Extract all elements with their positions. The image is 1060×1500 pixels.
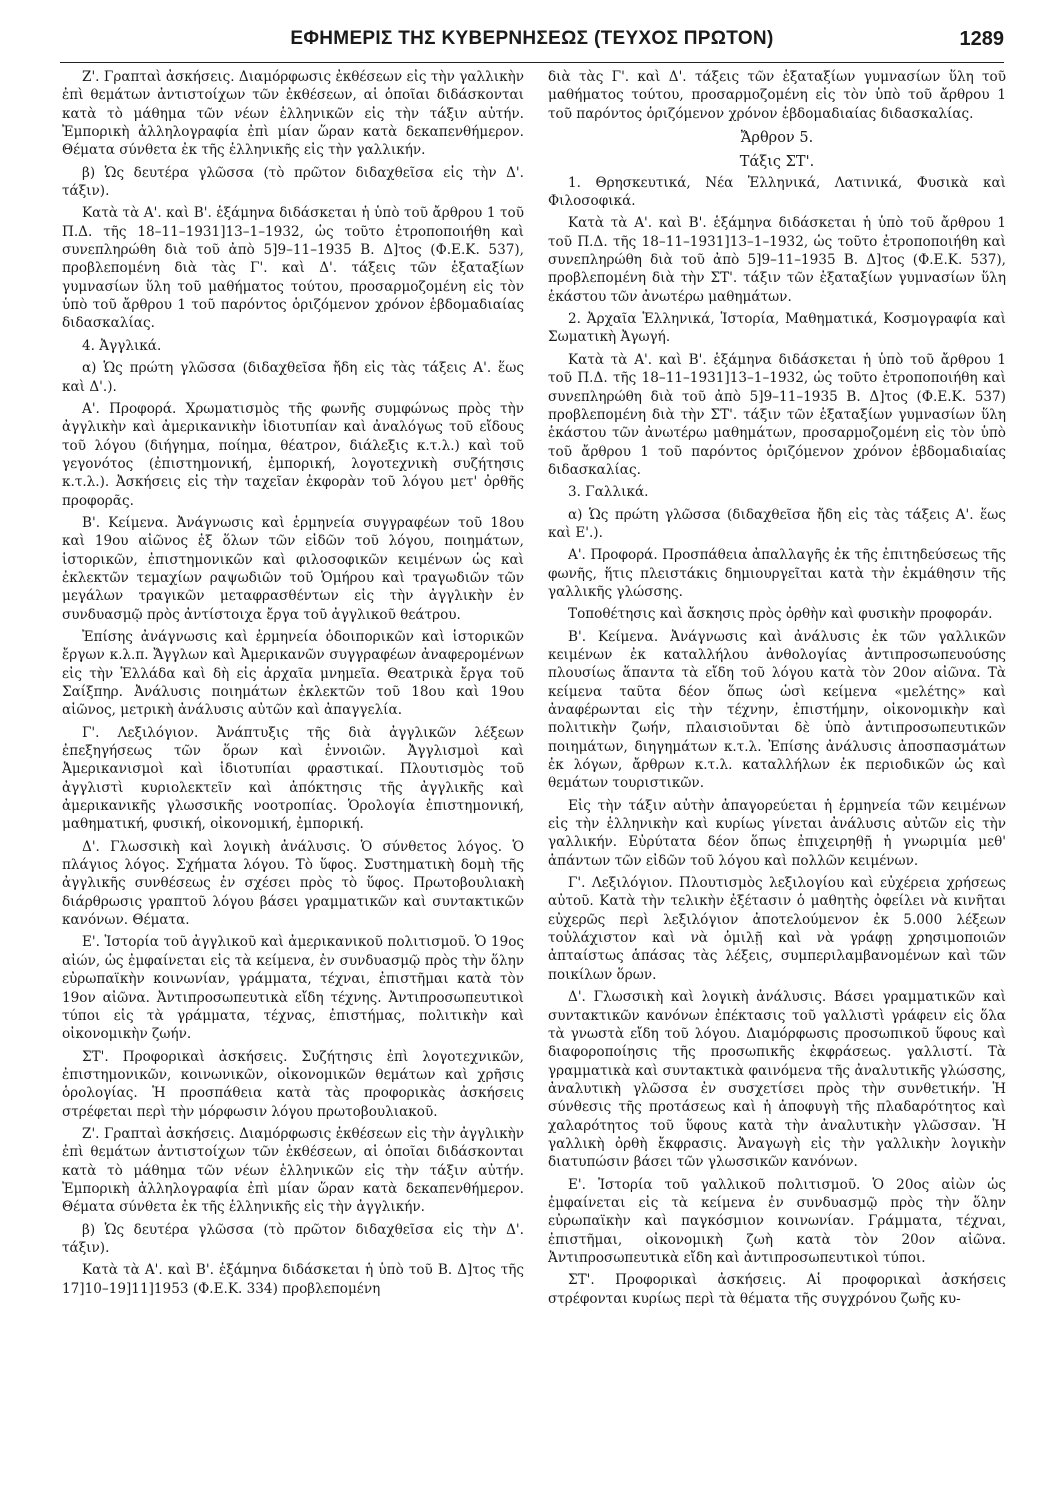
page-number: 1289: [959, 28, 1004, 50]
paragraph: Δ'. Γλωσσικὴ καὶ λογικὴ ἀνάλυσις. Ὁ σύνθετος λόγος. Ὁ πλάγιος λόγος. Σχήματα λόγου. Τὸ ὕφος. Συστηματικὴ δομὴ τῆς ἀγγλικῆς συνθέσεως ἐν σχέσει πρὸς τὸ ὕφος. Πρωτοβουλιακὴ διάρθρωσις γραπτοῦ λόγου βάσει γραμματικῶν καὶ συντακτικῶν κανόνων. Θέματα.: [62, 838, 524, 929]
paragraph: α) Ὡς πρώτη γλῶσσα (διδαχθεῖσα ἤδη εἰς τὰς τάξεις Α'. ἕως καὶ Ε'.).: [548, 506, 1006, 541]
paragraph: 2. Ἀρχαῖα Ἑλληνικά, Ἱστορία, Μαθηματικά, Κοσμογραφία καὶ Σωματικὴ Ἀγωγή.: [548, 311, 1006, 346]
paragraph: Κατὰ τὰ Α'. καὶ Β'. ἑξάμηνα διδάσκεται ἡ ὑπὸ τοῦ ἄρθρου 1 τοῦ Π.Δ. τῆς 18–11–1931]13–1–1932, ὡς τοῦτο ἐτροποποιήθη καὶ συνεπληρώθη διὰ τοῦ ἀπὸ 5]9–11–1935 Β. Δ]τος (Φ.Ε.Κ. 537) προβλεπομένη διὰ τὴν ΣΤ'. τάξιν τῶν ἑξαταξίων γυμνασίων ὕλη ἑκάστου τῶν ἀνωτέρω μαθημάτων, προσαρμοζομένη εἰς τὸν ὑπὸ τοῦ ἄρθρου 1 τοῦ παρόντος ὁριζόμενον χρόνον ἑβδομαδιαίας διδασκαλίας.: [548, 351, 1006, 478]
class-heading: Τάξις ΣΤ'.: [739, 154, 815, 171]
paragraph: Β'. Κείμενα. Ἀνάγνωσις καὶ ἑρμηνεία συγγραφέων τοῦ 18ου καὶ 19ου αἰῶνος ἐξ ὅλων τῶν εἰδῶν τοῦ λόγου, ποιημάτων, ἱστορικῶν, ἐπιστημονικῶν καὶ φιλοσοφικῶν κειμένων ὡς καὶ ἐκλεκτῶν τεμαχίων ραψωδιῶν τοῦ Ὁμήρου καὶ τραγωδιῶν τῶν μεγάλων τραγικῶν μεταφρασθέντων εἰς τὴν ἀγγλικὴν ἐν συνδυασμῷ πρὸς ἀντίστοιχα ἔργα τοῦ ἀγγλικοῦ θεάτρου.: [62, 514, 524, 623]
paragraph: Γ'. Λεξιλόγιον. Πλουτισμὸς λεξιλογίου καὶ εὐχέρεια χρήσεως αὐτοῦ. Κατὰ τὴν τελικὴν ἐξέτασιν ὁ μαθητὴς ὀφείλει νὰ κινῆται εὐχερῶς περὶ λεξιλόγιον ἀποτελούμενον ἐκ 5.000 λέξεων τοὐλάχιστον καὶ νὰ ὁμιλῇ καὶ νὰ γράφῃ χρησιμοποιῶν ἀπταίστως ἁπάσας τὰς λέξεις, συμπεριλαμβανομένων καὶ τῶν ποικίλων ὅρων.: [548, 875, 1006, 983]
paragraph: Κατὰ τὰ Α'. καὶ Β'. ἑξάμηνα διδάσκεται ἡ ὑπὸ τοῦ Β. Δ]τος τῆς 17]10–19]11]1953 (Φ.Ε.Κ. 334) προβλεπομένη: [62, 1262, 524, 1297]
paragraph: Ε'. Ἱστορία τοῦ ἀγγλικοῦ καὶ ἀμερικανικοῦ πολιτισμοῦ. Ὁ 19ος αἰών, ὡς ἐμφαίνεται εἰς τὰ κείμενα, ἐν συνδυασμῷ πρὸς τὴν ὅλην εὐρωπαϊκὴν κοινωνίαν, γράμματα, τέχναι, ἐπιστῆμαι κατὰ τὸν 19ον αἰῶνα. Ἀντιπροσωπευτικὰ εἴδη τέχνης. Ἀντιπροσωπευτικοὶ τύποι εἰς τὰ γράμματα, τέχνας, ἐπιστήμας, πολιτικὴν καὶ οἰκονομικὴν ζωήν.: [62, 934, 524, 1043]
section-heading: 3. Γαλλικά.: [568, 484, 649, 501]
page-header: [60, 28, 1004, 58]
paragraph: Α'. Προφορά. Χρωματισμὸς τῆς φωνῆς συμφώνως πρὸς τὴν ἀγγλικὴν καὶ ἀμερικανικὴν ἰδιοτυπίαν καὶ ἀναλόγως τοῦ εἴδους τοῦ λόγου (διήγημα, ποίημα, θέατρον, διάλεξις κ.τ.λ.) καὶ τοῦ γεγονότος (ἐπιστημονική, ἐμπορική, λογοτεχνικὴ συζήτησις κ.τ.λ.). Ἀσκήσεις εἰς τὴν ταχεῖαν ἐκφορὰν τοῦ λόγου μετ' ὀρθῆς προφορᾶς.: [62, 400, 524, 509]
paragraph: α) Ὡς πρώτη γλῶσσα (διδαχθεῖσα ἤδη εἰς τὰς τάξεις Α'. ἕως καὶ Δ'.).: [62, 360, 524, 395]
right-column: [548, 68, 1006, 1312]
paragraph: Ἐπίσης ἀνάγνωσις καὶ ἑρμηνεία ὁδοιπορικῶν καὶ ἱστορικῶν ἔργων κ.λ.π. Ἄγγλων καὶ Ἀμερικανῶν συγγραφέων ἀναφερομένων εἰς τὴν Ἑλλάδα καὶ δὴ εἰς ἀρχαῖα μνημεῖα. Θεατρικὰ ἔργα τοῦ Σαίξπηρ. Ἀνάλυσις ποιημάτων ἐκλεκτῶν τοῦ 18ου καὶ 19ου αἰῶνος, μετρικὴ ἀνάλυσις αὐτῶν καὶ ἀπαγγελία.: [62, 628, 524, 719]
paragraph: Ζ'. Γραπταὶ ἀσκήσεις. Διαμόρφωσις ἐκθέσεων εἰς τὴν γαλλικὴν ἐπὶ θεμάτων ἀντιστοίχων τῶν ἐκθέσεων, αἱ ὁποῖαι διδάσκονται κατὰ τὸ μάθημα τῶν νέων ἑλληνικῶν εἰς τὴν τάξιν αὐτήν. Ἐμπορικὴ ἀλληλογραφία ἐπὶ μίαν ὥραν κατὰ δεκαπενθήμερον. Θέματα σύνθετα ἐκ τῆς ἑλληνικῆς εἰς τὴν γαλλικήν.: [62, 69, 524, 159]
paragraph: Ε'. Ἱστορία τοῦ γαλλικοῦ πολιτισμοῦ. Ὁ 20ος αἰὼν ὡς ἐμφαίνεται εἰς τὰ κείμενα ἐν συνδυασμῷ πρὸς τὴν ὅλην εὐρωπαϊκὴν καὶ παγκόσμιον κοινωνίαν. Γράμματα, τέχναι, ἐπιστῆμαι, οἰκονομικὴ ζωὴ κατὰ τὸν 20ον αἰῶνα. Ἀντιπροσωπευτικὰ εἴδη καὶ ἀντιπροσωπευτικοὶ τύποι.: [548, 1176, 1006, 1266]
paragraph: Α'. Προφορά. Προσπάθεια ἀπαλλαγῆς ἐκ τῆς ἐπιτηδεύσεως τῆς φωνῆς, ἥτις πλειστάκις δημιουργεῖται κατὰ τὴν ἐκμάθησιν τῆς γαλλικῆς γλώσσης.: [548, 547, 1006, 600]
paragraph: ΣΤ'. Προφορικαὶ ἀσκήσεις. Αἱ προφορικαὶ ἀσκήσεις στρέφονται κυρίως περὶ τὰ θέματα τῆς συγχρόνου ζωῆς κυ-: [548, 1272, 1006, 1307]
paragraph: Εἰς τὴν τάξιν αὐτὴν ἀπαγορεύεται ἡ ἑρμηνεία τῶν κειμένων εἰς τὴν ἑλληνικὴν καὶ κυρίως γίνεται ἀνάλυσις αὐτῶν εἰς τὴν γαλλικήν. Εὐρύτατα δέον ὅπως ἐπιχειρηθῇ ἡ γνωριμία μεθ' ἁπάντων τῶν εἰδῶν τοῦ λόγου καὶ πολλῶν κειμένων.: [548, 797, 1006, 869]
paragraph: Κατὰ τὰ Α'. καὶ Β'. ἑξάμηνα διδάσκεται ἡ ὑπὸ τοῦ ἄρθρου 1 τοῦ Π.Δ. τῆς 18–11–1931]13–1–1932, ὡς τοῦτο ἐτροποποιήθη καὶ συνεπληρώθη διὰ τοῦ ἀπὸ 5]9–11–1935 Β. Δ]τος (Φ.Ε.Κ. 537), προβλεπομένη διὰ τὰς Γ'. καὶ Δ'. τάξεις τῶν ἑξαταξίων γυμνασίων ὕλη τοῦ μαθήματος τούτου, προσαρμοζομένη εἰς τὸν ὑπὸ τοῦ ἄρθρου 1 τοῦ παρόντος ὁριζόμενον χρόνον ἑβδομαδιαίας διδασκαλίας.: [62, 205, 524, 332]
gazette-title: ΕΦΗΜΕΡΙΣ ΤΗΣ ΚΥΒΕΡΝΗΣΕΩΣ (ΤΕΥΧΟΣ ΠΡΩΤΟΝ): [290, 28, 774, 49]
paragraph: ΣΤ'. Προφορικαὶ ἀσκήσεις. Συζήτησις ἐπὶ λογοτεχνικῶν, ἐπιστημονικῶν, κοινωνικῶν, οἰκονομικῶν θεμάτων καὶ χρῆσις ὁρολογίας. Ἡ προσπάθεια κατὰ τὰς προφορικὰς ἀσκήσεις στρέφεται περὶ τὴν μόρφωσιν λόγου πρωτοβουλιακοῦ.: [62, 1048, 524, 1120]
left-column: [62, 68, 524, 1302]
paragraph: β) Ὡς δευτέρα γλῶσσα (τὸ πρῶτον διδαχθεῖσα εἰς τὴν Δ'. τάξιν).: [62, 164, 524, 200]
paragraph: β) Ὡς δευτέρα γλῶσσα (τὸ πρῶτον διδαχθεῖσα εἰς τὴν Δ'. τάξιν).: [62, 1221, 524, 1256]
article-heading: Ἄρθρον 5.: [740, 130, 814, 147]
paragraph: 1. Θρησκευτικά, Νέα Ἑλληνικά, Λατινικά, Φυσικὰ καὶ Φιλοσοφικά.: [548, 174, 1006, 210]
paragraph: Β'. Κείμενα. Ἀνάγνωσις καὶ ἀνάλυσις ἐκ τῶν γαλλικῶν κειμένων ἐκ καταλλήλου ἀνθολογίας ἀντιπροσωπευούσης πλουσίως ἅπαντα τὰ εἴδη τοῦ λόγου κατὰ τὸν 20ον αἰῶνα. Τὰ κείμενα ταῦτα δέον ὅπως ὡσὶ κείμενα «μελέτης» καὶ ἀναφέρωνται εἰς τὴν τέχνην, ἐπιστήμην, οἰκονομικὴν καὶ πολιτικὴν ζωήν, πλαισιοῦνται δὲ ὑπὸ ἀντιπροσωπευτικῶν ποιημάτων, διηγημάτων κ.τ.λ. Ἐπίσης ἀνάλυσις ἀποσπασμάτων ἐκ λόγων, ἄρθρων κ.τ.λ. καταλλήλων ἐκ περιοδικῶν ὡς καὶ θεμάτων τουριστικῶν.: [548, 628, 1006, 792]
paragraph: Ζ'. Γραπταὶ ἀσκήσεις. Διαμόρφωσις ἐκθέσεων εἰς τὴν ἀγγλικὴν ἐπὶ θεμάτων ἀντιστοίχων τῶν ἐκθέσεων, αἱ ὁποῖαι διδάσκονται κατὰ τὸ μάθημα τῶν νέων ἑλληνικῶν εἰς τὴν τάξιν αὐτήν. Ἐμπορικὴ ἀλληλογραφία ἐπὶ μίαν ὥραν κατὰ δεκαπενθήμερον. Θέματα σύνθετα ἐκ τῆς ἑλληνικῆς εἰς τὴν ἀγγλικήν.: [62, 1125, 524, 1216]
paragraph: Γ'. Λεξιλόγιον. Ἀνάπτυξις τῆς διὰ ἀγγλικῶν λέξεων ἐπεξηγήσεως τῶν ὅρων καὶ ἐννοιῶν. Ἀγγλισμοὶ καὶ Ἀμερικανισμοὶ καὶ ἰδιοτυπίαι φραστικαί. Πλουτισμὸς τοῦ ἀγγλιστὶ κυριολεκτεῖν καὶ ἀπόκτησις τῆς ἀγγλικῆς καὶ ἀμερικανικῆς γλωσσικῆς νοοτροπίας. Ὁρολογία ἐπιστημονική, μαθηματική, φυσική, οἰκονομική, ἐμπορική.: [62, 724, 524, 833]
paragraph: Κατὰ τὰ Α'. καὶ Β'. ἑξάμηνα διδάσκεται ἡ ὑπὸ τοῦ ἄρθρου 1 τοῦ Π.Δ. τῆς 18–11–1931]13–1–1932, ὡς τοῦτο ἐτροποποιήθη καὶ συνεπληρώθη διὰ τοῦ ἀπὸ 5]9–11–1935 Β. Δ]τος (Φ.Ε.Κ. 537), προβλεπομένη διὰ τὴν ΣΤ'. τάξιν τῶν ἑξαταξίων γυμνασίων ὕλη ἑκάστου τῶν ἀνωτέρω μαθημάτων.: [548, 215, 1006, 305]
paragraph: Τοποθέτησις καὶ ἄσκησις πρὸς ὀρθὴν καὶ φυσικὴν προφοράν.: [568, 606, 993, 623]
paragraph: διὰ τὰς Γ'. καὶ Δ'. τάξεις τῶν ἑξαταξίων γυμνασίων ὕλη τοῦ μαθήματος τούτου, προσαρμοζομένη εἰς τὸν ὑπὸ τοῦ ἄρθρου 1 τοῦ παρόντος ὁριζόμενον χρόνον ἑβδομαδιαίας διδασκαλίας.: [548, 69, 1006, 122]
paragraph: Δ'. Γλωσσικὴ καὶ λογικὴ ἀνάλυσις. Βάσει γραμματικῶν καὶ συντακτικῶν κανόνων ἐπέκτασις τοῦ γαλλιστὶ γράφειν εἰς ὅλα τὰ γνωστὰ εἴδη τοῦ λόγου. Διαμόρφωσις προσωπικοῦ ὕφους καὶ διαφοροποίησις τῆς προσωπικῆς ἐκφράσεως. γαλλιστί. Τὰ γραμματικὰ καὶ συντακτικὰ φαινόμενα τῆς ἀναλυτικῆς γλώσσης, ἀναλυτικὴ γλῶσσα ἐν συσχετίσει πρὸς τὴν συνθετικήν. Ἡ σύνθεσις τῆς προτάσεως καὶ ἡ ἀποφυγὴ τῆς πλαδαρότητος καὶ χαλαρότητος τοῦ ὕφους κατὰ τὴν ἀναλυτικὴν γλῶσσαν. Ἡ γαλλικὴ ὀρθὴ ἔκφρασις. Ἀναγωγὴ εἰς τὴν γαλλικὴν λογικὴν διατυπώσιν βάσει τῶν γλωσσικῶν κανόνων.: [548, 989, 1006, 1171]
header-rule: [60, 62, 1004, 63]
section-heading: 4. Ἀγγλικά.: [82, 337, 162, 354]
